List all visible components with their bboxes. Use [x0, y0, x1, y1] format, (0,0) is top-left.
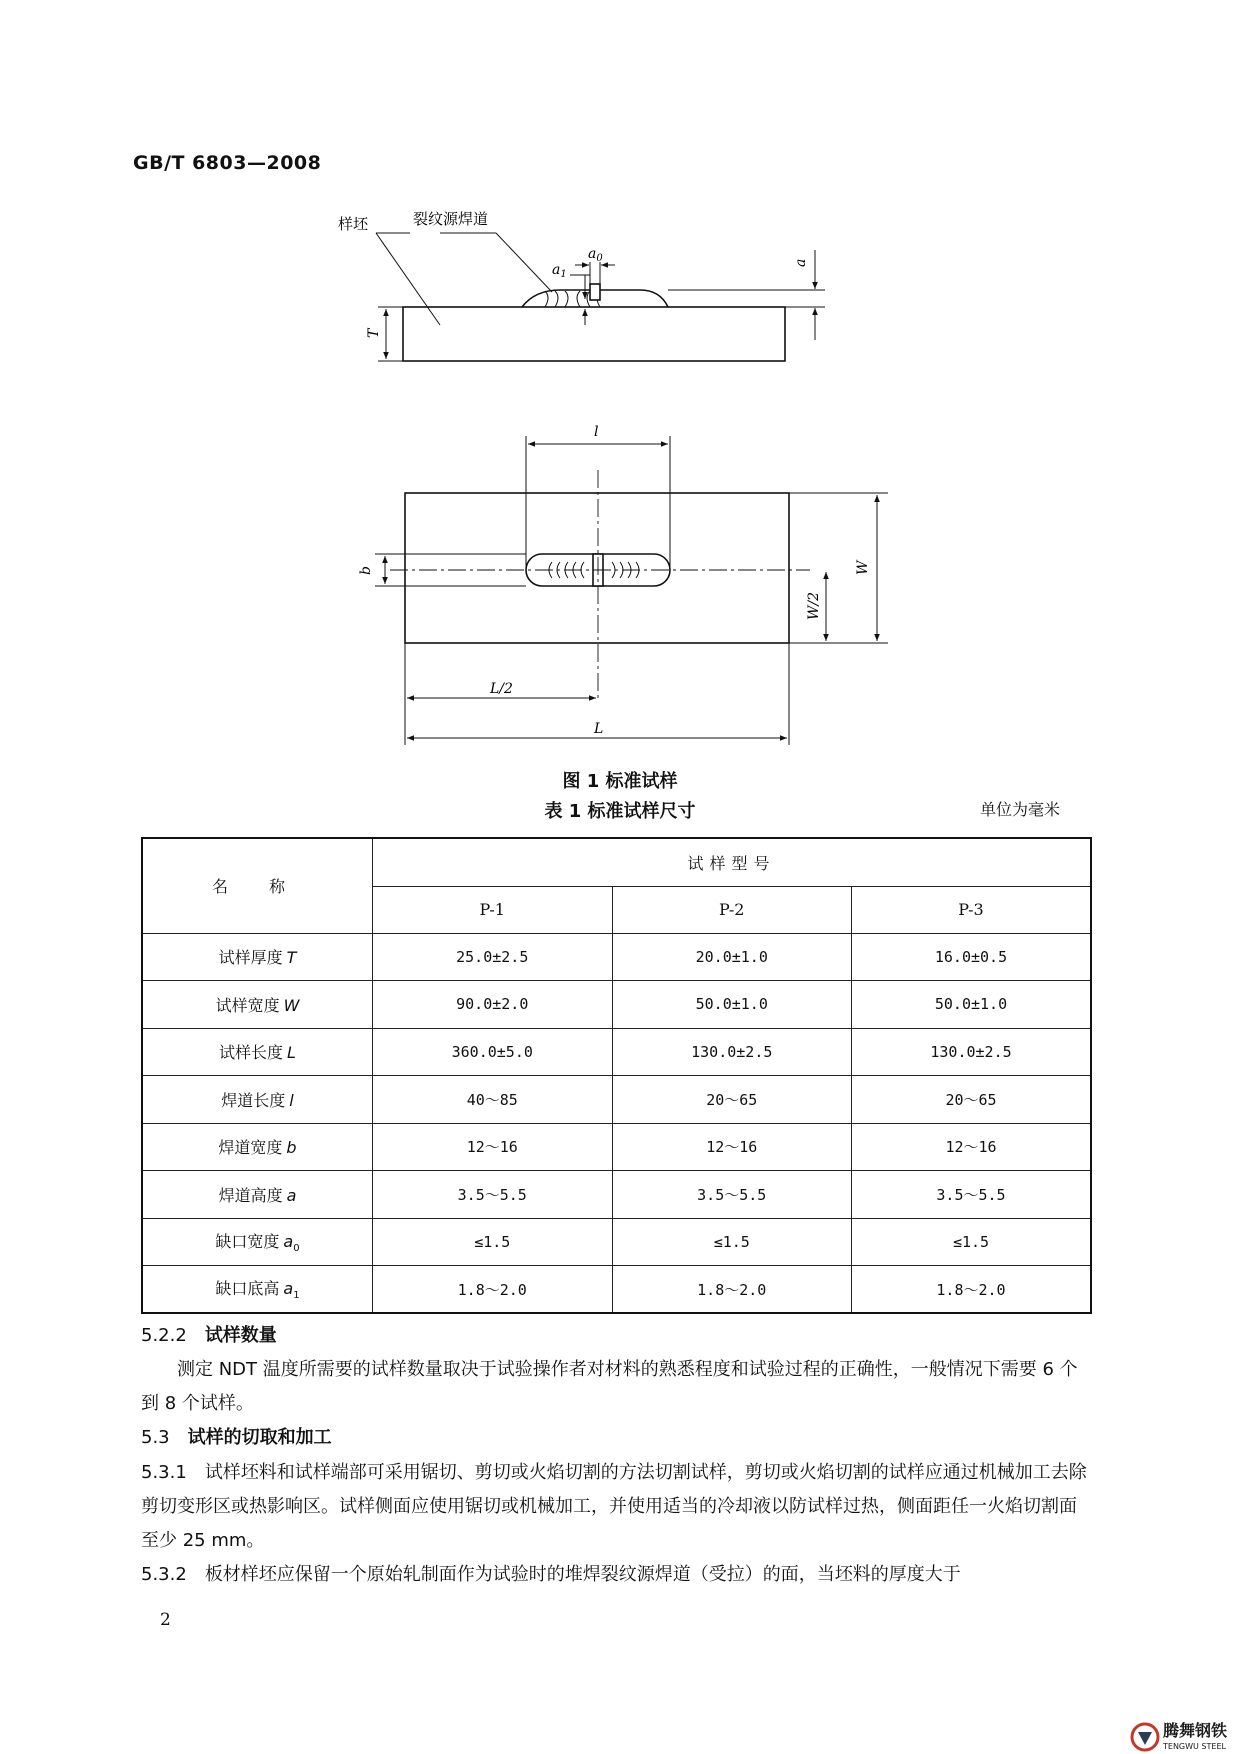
label-l: l	[594, 424, 599, 440]
cell-value: 1.8～2.0	[612, 1266, 852, 1314]
table-row	[142, 1123, 1091, 1171]
header-name: 名 称	[142, 838, 373, 933]
cell-value: ≤1.5	[612, 1218, 852, 1266]
section-5-3-heading: 5.3 试样的切取和加工	[141, 1427, 332, 1448]
publisher-logo	[1130, 1720, 1240, 1754]
label-T: T	[366, 328, 382, 338]
cell-value: 50.0±1.0	[612, 981, 852, 1029]
cell-value: 360.0±5.0	[373, 1028, 613, 1076]
cell-value: 1.8～2.0	[373, 1266, 613, 1314]
row-label: 焊道长度 l	[142, 1076, 373, 1124]
section-5-2-2-heading: 5.2.2 试样数量	[141, 1325, 277, 1346]
cell-value: 12～16	[612, 1123, 852, 1171]
table-row	[142, 1028, 1091, 1076]
cell-value: 20.0±1.0	[612, 933, 852, 981]
cell-value: 40～85	[373, 1076, 613, 1124]
row-label: 缺口底高 $a_1$	[142, 1266, 373, 1314]
col-p2: P-2	[612, 887, 852, 934]
cell-value: 130.0±2.5	[852, 1028, 1092, 1076]
cell-value: 90.0±2.0	[373, 981, 613, 1029]
row-label: 焊道高度 a	[142, 1171, 373, 1219]
row-label: 缺口宽度 $a_0$	[142, 1218, 373, 1266]
cell-value: 130.0±2.5	[612, 1028, 852, 1076]
label-blank: 样坯	[338, 215, 369, 233]
table-caption: 表 1 标准试样尺寸	[544, 801, 696, 822]
label-W2: W/2	[806, 591, 822, 620]
spec-table	[141, 837, 1092, 1314]
label-L2: L/2	[490, 681, 513, 697]
label-a: a	[793, 258, 809, 267]
table-row	[142, 1266, 1091, 1314]
unit-note: 单位为毫米	[980, 800, 1061, 819]
label-a0: $a_0$	[588, 246, 603, 264]
cell-value: 1.8～2.0	[852, 1266, 1092, 1314]
table-row	[142, 981, 1091, 1029]
col-p3: P-3	[852, 887, 1092, 934]
table-row	[142, 1171, 1091, 1219]
cell-value: 20～65	[852, 1076, 1092, 1124]
section-5-2-2-text: 测定 NDT 温度所需要的试样数量取决于试验操作者对材料的熟悉程度和试验过程的正确性，一般情况下需要 6 个到 8 个试样。	[141, 1359, 1078, 1414]
cell-value: 16.0±0.5	[852, 933, 1092, 981]
cell-value: 20～65	[612, 1076, 852, 1124]
cell-value: ≤1.5	[373, 1218, 613, 1266]
cell-value: 12～16	[373, 1123, 613, 1171]
label-weld: 裂纹源焊道	[413, 210, 489, 228]
label-a1: $a_1$	[552, 262, 567, 280]
cell-value: ≤1.5	[852, 1218, 1092, 1266]
cell-value: 3.5～5.5	[852, 1171, 1092, 1219]
label-W: W	[855, 560, 871, 575]
table-row	[142, 1076, 1091, 1124]
header-model: 试样型号	[373, 838, 1092, 887]
logo-text: 腾舞钢铁	[1163, 1721, 1228, 1740]
cell-value: 3.5～5.5	[373, 1171, 613, 1219]
figure-standard-specimen	[0, 0, 1240, 760]
row-label: 试样宽度 W	[142, 981, 373, 1029]
row-label: 试样长度 L	[142, 1028, 373, 1076]
row-label: 试样厚度 T	[142, 933, 373, 981]
label-b: b	[358, 566, 374, 575]
col-p1: P-1	[373, 887, 613, 934]
page-number: 2	[160, 1610, 171, 1630]
cell-value: 12～16	[852, 1123, 1092, 1171]
top-view	[375, 436, 888, 745]
row-label: 焊道宽度 b	[142, 1123, 373, 1171]
side-view-plate	[403, 307, 785, 361]
cell-value: 3.5～5.5	[612, 1171, 852, 1219]
section-5-3-2-text: 5.3.2 板材样坯应保留一个原始轧制面作为试验时的堆焊裂纹源焊道（受拉）的面，当坯料的厚度大于	[141, 1564, 961, 1585]
logo-sub: TENGWU STEEL	[1163, 1742, 1226, 1751]
figure-caption: 图 1 标准试样	[562, 771, 678, 792]
table-row	[142, 933, 1091, 981]
cell-value: 25.0±2.5	[373, 933, 613, 981]
standard-code: GB/T 6803—2008	[133, 152, 322, 174]
section-5-3-1-text: 5.3.1 试样坯料和试样端部可采用锯切、剪切或火焰切割的方法切割试样，剪切或火焰切割的试样应通过机械加工去除剪切变形区或热影响区。试样侧面应使用锯切或机械加工，并使用适当的冷却液以防试样过热，侧面距任一火焰切割面至少 25 mm。	[141, 1462, 1087, 1551]
label-L: L	[594, 721, 604, 737]
table-row	[142, 1218, 1091, 1266]
cell-value: 50.0±1.0	[852, 981, 1092, 1029]
